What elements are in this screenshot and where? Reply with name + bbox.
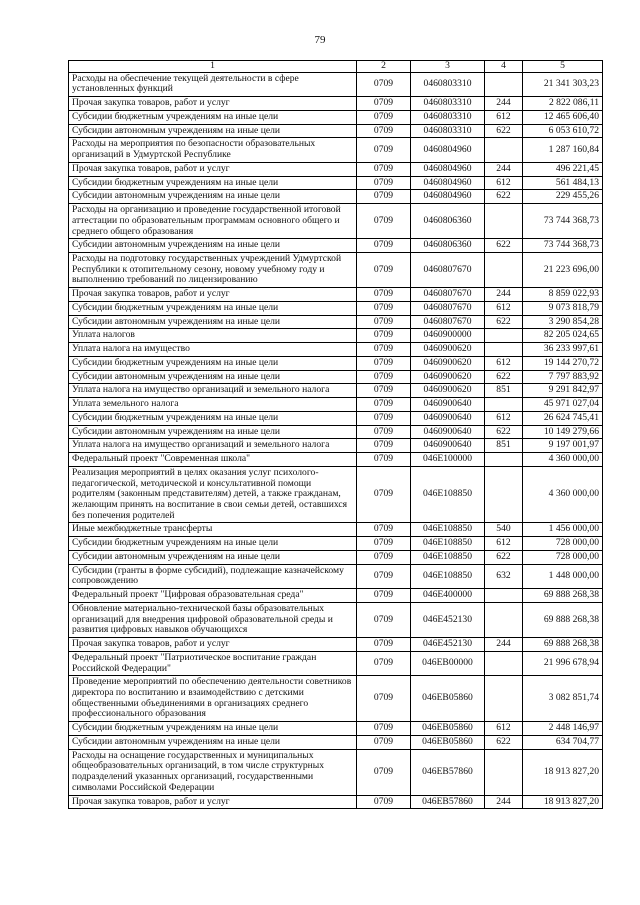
row-expense-type-cell: [485, 204, 523, 239]
row-name-cell: Субсидии (гранты в форме субсидий), подлежащие казначейскому сопровождению: [69, 564, 357, 588]
row-name-cell: Субсидии автономным учреждениям на иные цели: [69, 315, 357, 329]
row-section-cell: 0709: [357, 550, 411, 564]
row-amount-cell: 73 744 368,73: [523, 239, 603, 253]
row-amount-cell: 18 913 827,20: [523, 795, 603, 809]
row-amount-cell: 36 233 997,61: [523, 343, 603, 357]
row-section-cell: 0709: [357, 110, 411, 124]
row-amount-cell: 69 888 268,38: [523, 602, 603, 637]
row-amount-cell: 73 744 368,73: [523, 204, 603, 239]
row-target-article-cell: 046EB05860: [411, 735, 485, 749]
row-amount-cell: 4 360 000,00: [523, 466, 603, 523]
table-row: [69, 735, 603, 749]
table-row: [69, 97, 603, 111]
row-expense-type-cell: [485, 398, 523, 412]
table-row: [69, 138, 603, 162]
table-row: [69, 204, 603, 239]
table-header: [69, 61, 603, 73]
row-expense-type-cell: 622: [485, 315, 523, 329]
row-section-cell: 0709: [357, 384, 411, 398]
header-row: [69, 61, 603, 73]
row-amount-cell: 3 290 854,28: [523, 315, 603, 329]
row-target-article-cell: 0460807670: [411, 315, 485, 329]
row-name-cell: Федеральный проект "Патриотическое воспитание граждан Российской Федерации": [69, 651, 357, 675]
row-section-cell: 0709: [357, 329, 411, 343]
budget-table: [68, 60, 603, 809]
row-amount-cell: 10 149 279,66: [523, 425, 603, 439]
row-name-cell: Федеральный проект "Цифровая образовательная среда": [69, 589, 357, 603]
table-row: [69, 162, 603, 176]
row-expense-type-cell: 540: [485, 523, 523, 537]
row-name-cell: Иные межбюджетные трансферты: [69, 523, 357, 537]
row-target-article-cell: 0460804960: [411, 138, 485, 162]
row-amount-cell: 6 053 610,72: [523, 124, 603, 138]
row-expense-type-cell: 244: [485, 795, 523, 809]
row-amount-cell: 2 822 086,11: [523, 97, 603, 111]
row-target-article-cell: 046E100000: [411, 453, 485, 467]
row-section-cell: 0709: [357, 301, 411, 315]
table-row: [69, 439, 603, 453]
row-name-cell: Субсидии бюджетным учреждениям на иные цели: [69, 722, 357, 736]
row-amount-cell: 45 971 027,04: [523, 398, 603, 412]
row-name-cell: Субсидии бюджетным учреждениям на иные цели: [69, 176, 357, 190]
row-expense-type-cell: [485, 138, 523, 162]
table-row: [69, 301, 603, 315]
header-col-amount: 5: [523, 61, 603, 73]
table-row: [69, 384, 603, 398]
table-row: [69, 370, 603, 384]
row-name-cell: Проведение мероприятий по обеспечению деятельности советников директора по воспитанию и взаимодействию с детскими общественными объединениями в организациях среднего профессионального образования: [69, 676, 357, 722]
row-section-cell: 0709: [357, 343, 411, 357]
row-name-cell: Расходы на подготовку государственных учреждений Удмуртской Республики к отопительному сезону, новому учебному году и выполнению требований по лицензированию: [69, 253, 357, 288]
row-expense-type-cell: [485, 343, 523, 357]
row-target-article-cell: 0460900620: [411, 384, 485, 398]
row-expense-type-cell: 622: [485, 190, 523, 204]
row-name-cell: Субсидии бюджетным учреждениям на иные цели: [69, 110, 357, 124]
row-amount-cell: 26 624 745,41: [523, 411, 603, 425]
row-section-cell: 0709: [357, 176, 411, 190]
row-section-cell: 0709: [357, 735, 411, 749]
row-section-cell: 0709: [357, 749, 411, 795]
row-name-cell: Федеральный проект "Современная школа": [69, 453, 357, 467]
row-target-article-cell: 046E108850: [411, 537, 485, 551]
row-name-cell: Прочая закупка товаров, работ и услуг: [69, 97, 357, 111]
row-target-article-cell: 046E108850: [411, 550, 485, 564]
row-target-article-cell: 0460900620: [411, 356, 485, 370]
row-name-cell: Реализация мероприятий в целях оказания услуг психолого-педагогической, методической и консультативной помощи родителям (законным представителям) детей, а также гражданам, желающим принять на воспитание в свои семьи детей, оставшихся без попечения родителей: [69, 466, 357, 523]
row-name-cell: Субсидии автономным учреждениям на иные цели: [69, 425, 357, 439]
row-target-article-cell: 0460803310: [411, 124, 485, 138]
row-amount-cell: 4 360 000,00: [523, 453, 603, 467]
table-row: [69, 602, 603, 637]
row-section-cell: 0709: [357, 138, 411, 162]
row-amount-cell: 9 197 001,97: [523, 439, 603, 453]
row-section-cell: 0709: [357, 315, 411, 329]
table-row: [69, 110, 603, 124]
row-section-cell: 0709: [357, 439, 411, 453]
row-section-cell: 0709: [357, 425, 411, 439]
row-amount-cell: 1 456 000,00: [523, 523, 603, 537]
row-name-cell: Расходы на оснащение государственных и муниципальных общеобразовательных организаций, в том числе структурных подразделений указанных организаций, государственными символами Российской Федерации: [69, 749, 357, 795]
row-target-article-cell: 046EB57860: [411, 749, 485, 795]
row-expense-type-cell: 632: [485, 564, 523, 588]
row-amount-cell: 21 996 678,94: [523, 651, 603, 675]
table-row: [69, 411, 603, 425]
table-row: [69, 315, 603, 329]
row-target-article-cell: 0460900640: [411, 411, 485, 425]
table-row: [69, 124, 603, 138]
row-target-article-cell: 046E400000: [411, 589, 485, 603]
page-number: 79: [314, 34, 326, 46]
row-expense-type-cell: [485, 749, 523, 795]
row-target-article-cell: 046EB05860: [411, 722, 485, 736]
row-section-cell: 0709: [357, 795, 411, 809]
row-amount-cell: 8 859 022,93: [523, 288, 603, 302]
table-row: [69, 722, 603, 736]
row-section-cell: 0709: [357, 466, 411, 523]
row-name-cell: Субсидии бюджетным учреждениям на иные цели: [69, 356, 357, 370]
table-row: [69, 564, 603, 588]
table-row: [69, 749, 603, 795]
row-section-cell: 0709: [357, 370, 411, 384]
row-expense-type-cell: 612: [485, 722, 523, 736]
row-section-cell: 0709: [357, 239, 411, 253]
row-expense-type-cell: 622: [485, 370, 523, 384]
row-target-article-cell: 046E452130: [411, 602, 485, 637]
row-amount-cell: 69 888 268,38: [523, 638, 603, 652]
row-section-cell: 0709: [357, 602, 411, 637]
row-expense-type-cell: [485, 589, 523, 603]
table-row: [69, 550, 603, 564]
row-expense-type-cell: [485, 453, 523, 467]
row-name-cell: Субсидии автономным учреждениям на иные цели: [69, 124, 357, 138]
row-expense-type-cell: [485, 253, 523, 288]
row-amount-cell: 561 484,13: [523, 176, 603, 190]
row-section-cell: 0709: [357, 676, 411, 722]
table-row: [69, 651, 603, 675]
row-target-article-cell: 0460803310: [411, 97, 485, 111]
table-row: [69, 356, 603, 370]
table-row: [69, 795, 603, 809]
table-row: [69, 425, 603, 439]
row-expense-type-cell: 612: [485, 176, 523, 190]
row-name-cell: Обновление материально-технической базы образовательных организаций для внедрения цифровой образовательной среды и развития цифровых навыков обучающихся: [69, 602, 357, 637]
row-section-cell: 0709: [357, 204, 411, 239]
row-section-cell: 0709: [357, 356, 411, 370]
row-section-cell: 0709: [357, 638, 411, 652]
row-expense-type-cell: [485, 72, 523, 96]
row-amount-cell: 12 465 606,40: [523, 110, 603, 124]
row-section-cell: 0709: [357, 124, 411, 138]
row-target-article-cell: 0460900640: [411, 425, 485, 439]
row-section-cell: 0709: [357, 453, 411, 467]
row-name-cell: Расходы на мероприятия по безопасности образовательных организаций в Удмуртской Республике: [69, 138, 357, 162]
row-target-article-cell: 046E108850: [411, 466, 485, 523]
row-expense-type-cell: [485, 602, 523, 637]
row-name-cell: Субсидии автономным учреждениям на иные цели: [69, 239, 357, 253]
row-name-cell: Прочая закупка товаров, работ и услуг: [69, 795, 357, 809]
row-expense-type-cell: 244: [485, 638, 523, 652]
row-expense-type-cell: 851: [485, 439, 523, 453]
table-row: [69, 253, 603, 288]
row-expense-type-cell: 612: [485, 301, 523, 315]
row-section-cell: 0709: [357, 190, 411, 204]
row-expense-type-cell: 612: [485, 411, 523, 425]
row-section-cell: 0709: [357, 589, 411, 603]
table-row: [69, 239, 603, 253]
row-target-article-cell: 0460807670: [411, 288, 485, 302]
row-target-article-cell: 0460803310: [411, 72, 485, 96]
row-name-cell: Уплата налога на имущество: [69, 343, 357, 357]
row-expense-type-cell: [485, 651, 523, 675]
row-section-cell: 0709: [357, 253, 411, 288]
row-expense-type-cell: 622: [485, 425, 523, 439]
table-row: [69, 343, 603, 357]
row-target-article-cell: 0460803310: [411, 110, 485, 124]
row-name-cell: Субсидии бюджетным учреждениям на иные цели: [69, 537, 357, 551]
table-row: [69, 523, 603, 537]
row-expense-type-cell: 851: [485, 384, 523, 398]
row-amount-cell: 21 223 696,00: [523, 253, 603, 288]
header-col-expense-type: 4: [485, 61, 523, 73]
row-expense-type-cell: 244: [485, 97, 523, 111]
header-col-section: 2: [357, 61, 411, 73]
row-section-cell: 0709: [357, 651, 411, 675]
row-amount-cell: 82 205 024,65: [523, 329, 603, 343]
table-row: [69, 589, 603, 603]
table-row: [69, 190, 603, 204]
row-name-cell: Уплата налога на имущество организаций и земельного налога: [69, 384, 357, 398]
row-expense-type-cell: 244: [485, 162, 523, 176]
row-name-cell: Прочая закупка товаров, работ и услуг: [69, 162, 357, 176]
row-amount-cell: 9 073 818,79: [523, 301, 603, 315]
table-row: [69, 176, 603, 190]
table-row: [69, 537, 603, 551]
table-row: [69, 638, 603, 652]
table-row: [69, 72, 603, 96]
row-name-cell: Прочая закупка товаров, работ и услуг: [69, 288, 357, 302]
row-target-article-cell: 046EB05860: [411, 676, 485, 722]
row-expense-type-cell: 612: [485, 537, 523, 551]
row-target-article-cell: 046EB00000: [411, 651, 485, 675]
row-name-cell: Расходы на организацию и проведение государственной итоговой аттестации по образовательным программам основного общего и среднего общего образования: [69, 204, 357, 239]
row-name-cell: Уплата налогов: [69, 329, 357, 343]
row-amount-cell: 3 082 851,74: [523, 676, 603, 722]
table-row: [69, 453, 603, 467]
row-amount-cell: 1 287 160,84: [523, 138, 603, 162]
table-row: [69, 676, 603, 722]
row-expense-type-cell: 622: [485, 239, 523, 253]
table-row: [69, 288, 603, 302]
row-amount-cell: 21 341 303,23: [523, 72, 603, 96]
row-target-article-cell: 0460807670: [411, 253, 485, 288]
row-amount-cell: 728 000,00: [523, 550, 603, 564]
header-col-target-article: 3: [411, 61, 485, 73]
row-name-cell: Субсидии автономным учреждениям на иные цели: [69, 190, 357, 204]
row-amount-cell: 1 448 000,00: [523, 564, 603, 588]
row-amount-cell: 229 455,26: [523, 190, 603, 204]
row-section-cell: 0709: [357, 722, 411, 736]
row-target-article-cell: 0460806360: [411, 239, 485, 253]
row-section-cell: 0709: [357, 564, 411, 588]
row-name-cell: Расходы на обеспечение текущей деятельности в сфере установленных функций: [69, 72, 357, 96]
row-amount-cell: 9 291 842,97: [523, 384, 603, 398]
header-col-name: 1: [69, 61, 357, 73]
row-amount-cell: 69 888 268,38: [523, 589, 603, 603]
row-amount-cell: 19 144 270,72: [523, 356, 603, 370]
row-section-cell: 0709: [357, 411, 411, 425]
row-expense-type-cell: 622: [485, 124, 523, 138]
row-target-article-cell: 046E108850: [411, 564, 485, 588]
row-name-cell: Прочая закупка товаров, работ и услуг: [69, 638, 357, 652]
row-section-cell: 0709: [357, 288, 411, 302]
row-section-cell: 0709: [357, 162, 411, 176]
table-row: [69, 398, 603, 412]
row-name-cell: Субсидии бюджетным учреждениям на иные цели: [69, 411, 357, 425]
row-expense-type-cell: [485, 676, 523, 722]
row-target-article-cell: 046E452130: [411, 638, 485, 652]
row-amount-cell: 18 913 827,20: [523, 749, 603, 795]
row-section-cell: 0709: [357, 97, 411, 111]
row-target-article-cell: 046E108850: [411, 523, 485, 537]
row-section-cell: 0709: [357, 537, 411, 551]
row-target-article-cell: 0460804960: [411, 162, 485, 176]
row-name-cell: Субсидии бюджетным учреждениям на иные цели: [69, 301, 357, 315]
row-expense-type-cell: 612: [485, 110, 523, 124]
row-target-article-cell: 0460900640: [411, 439, 485, 453]
row-target-article-cell: 0460806360: [411, 204, 485, 239]
row-expense-type-cell: 622: [485, 735, 523, 749]
row-section-cell: 0709: [357, 398, 411, 412]
table-row: [69, 329, 603, 343]
row-amount-cell: 728 000,00: [523, 537, 603, 551]
row-expense-type-cell: 612: [485, 356, 523, 370]
row-target-article-cell: 0460804960: [411, 176, 485, 190]
row-expense-type-cell: 244: [485, 288, 523, 302]
row-target-article-cell: 0460900620: [411, 343, 485, 357]
row-name-cell: Субсидии автономным учреждениям на иные цели: [69, 550, 357, 564]
row-expense-type-cell: [485, 329, 523, 343]
row-target-article-cell: 046EB57860: [411, 795, 485, 809]
row-amount-cell: 496 221,45: [523, 162, 603, 176]
row-target-article-cell: 0460900000: [411, 329, 485, 343]
row-section-cell: 0709: [357, 523, 411, 537]
row-target-article-cell: 0460900640: [411, 398, 485, 412]
row-expense-type-cell: [485, 466, 523, 523]
table-row: [69, 466, 603, 523]
row-name-cell: Уплата налога на имущество организаций и земельного налога: [69, 439, 357, 453]
row-name-cell: Уплата земельного налога: [69, 398, 357, 412]
row-amount-cell: 2 448 146,97: [523, 722, 603, 736]
table-body: [69, 72, 603, 809]
row-target-article-cell: 0460804960: [411, 190, 485, 204]
row-expense-type-cell: 622: [485, 550, 523, 564]
row-section-cell: 0709: [357, 72, 411, 96]
row-name-cell: Субсидии автономным учреждениям на иные цели: [69, 370, 357, 384]
row-target-article-cell: 0460900620: [411, 370, 485, 384]
row-name-cell: Субсидии автономным учреждениям на иные цели: [69, 735, 357, 749]
row-amount-cell: 634 704,77: [523, 735, 603, 749]
row-amount-cell: 7 797 883,92: [523, 370, 603, 384]
row-target-article-cell: 0460807670: [411, 301, 485, 315]
